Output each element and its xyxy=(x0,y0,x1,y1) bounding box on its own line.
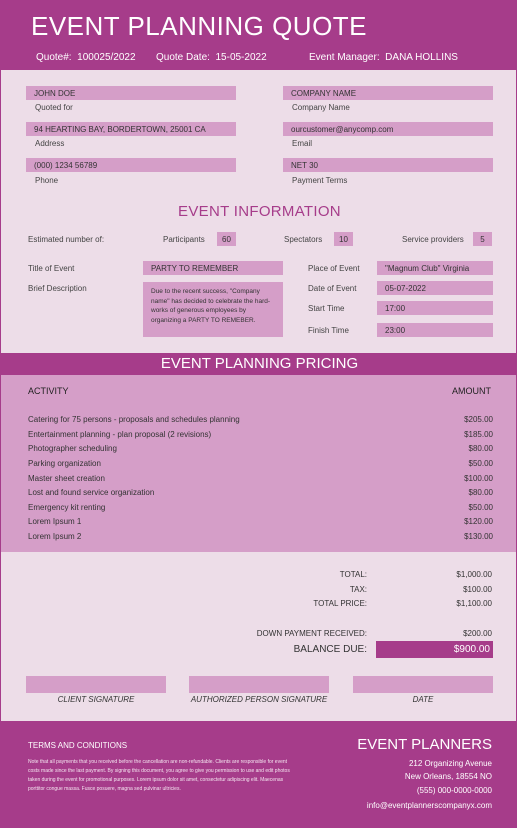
company-label: Company Name xyxy=(292,103,350,112)
spectators-field[interactable]: 10 xyxy=(334,232,353,246)
place-label: Place of Event xyxy=(308,264,360,273)
client-signature-label: CLIENT SIGNATURE xyxy=(57,695,135,704)
company-field[interactable]: COMPANY NAME xyxy=(283,86,493,100)
table-row: Lorem Ipsum 2 $130.00 xyxy=(28,532,493,541)
company-name: EVENT PLANNERS xyxy=(357,736,492,753)
authorized-signature-field[interactable] xyxy=(189,676,329,693)
payment-terms-label: Payment Terms xyxy=(292,176,348,185)
client-name-label: Quoted for xyxy=(35,103,73,112)
email-field[interactable]: ourcustomer@anycomp.com xyxy=(283,122,493,136)
participants-field[interactable]: 60 xyxy=(217,232,236,246)
total-label: TOTAL: xyxy=(339,570,367,579)
activity-header: ACTIVITY xyxy=(28,386,69,396)
total-price-label: TOTAL PRICE: xyxy=(313,599,367,608)
company-email[interactable]: info@eventplannerscompanyx.com xyxy=(366,801,492,810)
header-bar xyxy=(1,1,517,70)
start-label: Start Time xyxy=(308,304,345,313)
start-field[interactable]: 17:00 xyxy=(377,301,493,315)
address-label: Address xyxy=(35,139,65,148)
estimated-label: Estimated number of: xyxy=(28,235,105,244)
phone-field[interactable]: (000) 1234 56789 xyxy=(26,158,236,172)
tax-value: $100.00 xyxy=(463,585,492,594)
footer xyxy=(1,721,517,828)
address-field[interactable]: 94 HEARTING BAY, BORDERTOWN, 25001 CA xyxy=(26,122,236,136)
table-row: Master sheet creation $100.00 xyxy=(28,474,493,483)
event-manager: Event Manager: DANA HOLLINS xyxy=(309,52,458,63)
signature-date-label: DATE xyxy=(412,695,434,704)
quote-number: Quote#: 100025/2022 xyxy=(36,52,136,63)
table-row: Entertainment planning - plan proposal (2 revisions) $185.00 xyxy=(28,430,493,439)
authorized-signature-label: AUTHORIZED PERSON SIGNATURE xyxy=(190,695,328,704)
event-info-title: EVENT INFORMATION xyxy=(178,203,341,220)
signature-date-field[interactable] xyxy=(353,676,493,693)
spectators-label: Spectators xyxy=(284,235,323,244)
company-street: 212 Organizing Avenue xyxy=(408,759,492,768)
balance-due-value: $900.00 xyxy=(376,641,493,658)
email-label: Email xyxy=(292,139,313,148)
terms-text: Note that all payments that you received before the cancellation are non-refundable. Clients are responsible for event costs made since the last payment. By signing this document, you agree to give you permission to use and edit photos taken during the event for promotional purposes. Lorem ipsum dolor sit amet, consectetur adipiscing elit. Maecenas porttitor congue massa. Fusce posuere, magna sed pulvinar ultricies. xyxy=(28,759,290,792)
balance-due-label: BALANCE DUE: xyxy=(293,644,367,655)
description-field[interactable]: Due to the recent success, "Company name" has decided to celebrate the hard-works of generous employees by organizing a PARTY TO REMEBER. xyxy=(143,282,283,337)
providers-field[interactable]: 5 xyxy=(473,232,492,246)
payment-terms-field[interactable]: NET 30 xyxy=(283,158,493,172)
finish-field[interactable]: 23:00 xyxy=(377,323,493,337)
terms-title: TERMS AND CONDITIONS xyxy=(28,741,128,750)
date-field[interactable]: 05-07-2022 xyxy=(377,281,493,295)
total-price-value: $1,100.00 xyxy=(456,599,492,608)
phone-label: Phone xyxy=(35,176,59,185)
table-row: Lost and found service organization $80.00 xyxy=(28,488,493,497)
event-title-label: Title of Event xyxy=(28,264,75,273)
company-phone: (555) 000-0000-0000 xyxy=(416,786,492,795)
providers-label: Service providers xyxy=(402,235,464,244)
table-row: Lorem Ipsum 1 $120.00 xyxy=(28,517,493,526)
client-name-field[interactable]: JOHN DOE xyxy=(26,86,236,100)
table-row: Emergency kit renting $50.00 xyxy=(28,503,493,512)
table-row: Parking organization $50.00 xyxy=(28,459,493,468)
finish-label: Finish Time xyxy=(308,326,349,335)
down-payment-label: DOWN PAYMENT RECEIVED: xyxy=(256,629,367,638)
date-label: Date of Event xyxy=(308,284,357,293)
description-label: Brief Description xyxy=(28,284,87,293)
client-signature-field[interactable] xyxy=(26,676,166,693)
participants-label: Participants xyxy=(163,235,205,244)
total-value: $1,000.00 xyxy=(456,570,492,579)
table-row: Photographer scheduling $80.00 xyxy=(28,444,493,453)
quote-date: Quote Date: 15-05-2022 xyxy=(156,52,267,63)
tax-label: TAX: xyxy=(349,585,367,594)
down-payment-value: $200.00 xyxy=(463,629,492,638)
amount-header: AMOUNT xyxy=(452,386,491,396)
place-field[interactable]: "Magnum Club" Virginia xyxy=(377,261,493,275)
event-title-field[interactable]: PARTY TO REMEMBER xyxy=(143,261,283,275)
pricing-title: EVENT PLANNING PRICING xyxy=(1,353,517,375)
company-city: New Orleans, 18554 NO xyxy=(404,772,492,781)
page-title: EVENT PLANNING QUOTE xyxy=(31,11,368,41)
table-row: Catering for 75 persons - proposals and schedules planning $205.00 xyxy=(28,415,493,424)
